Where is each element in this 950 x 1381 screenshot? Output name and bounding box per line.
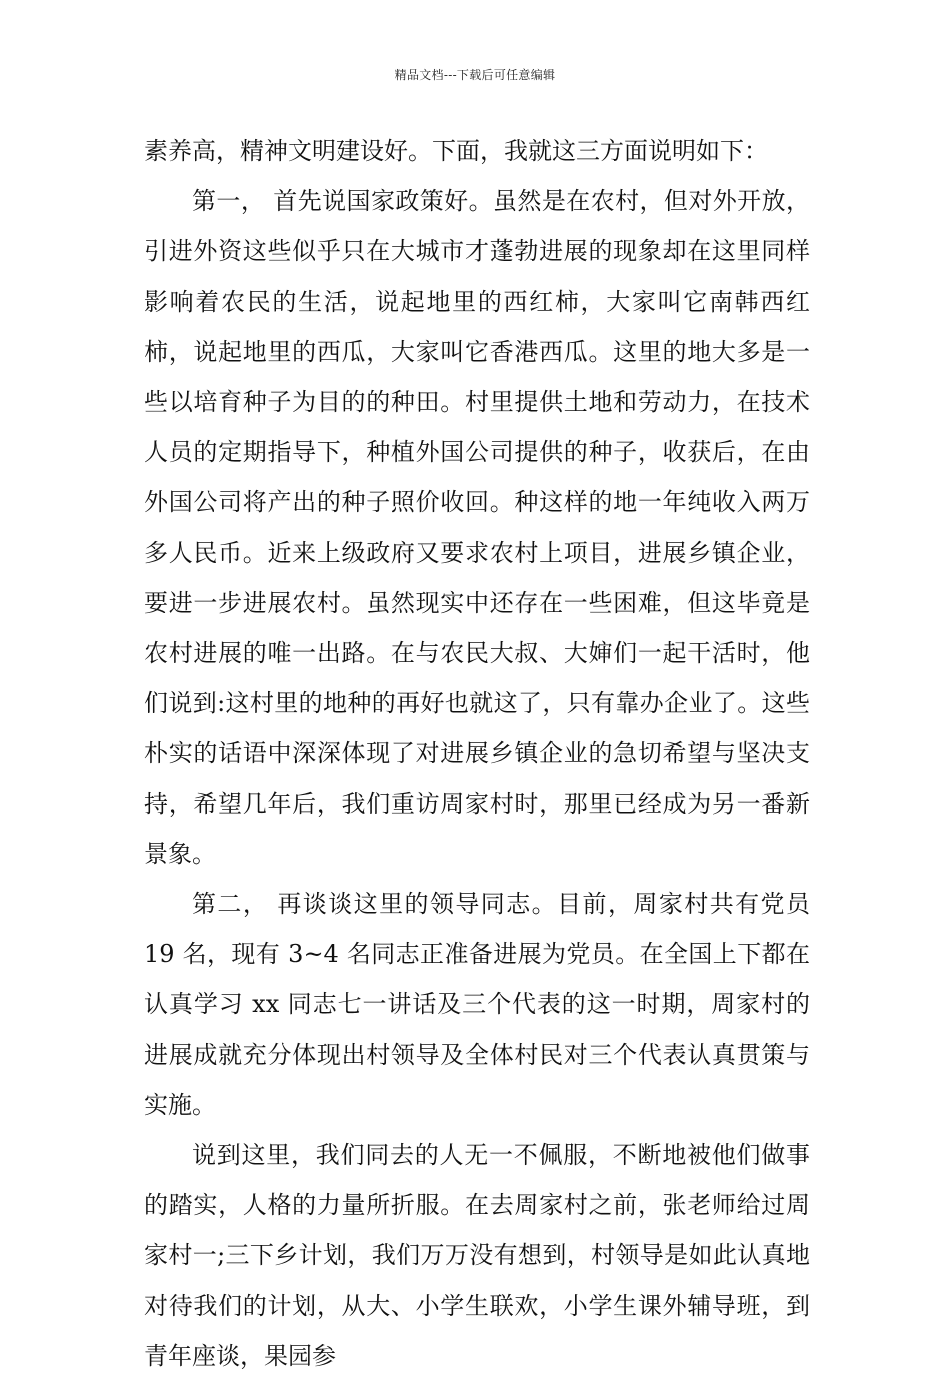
paragraph-continuation: 素养高，精神文明建设好。下面，我就这三方面说明如下：: [144, 137, 768, 165]
page-header: 精品文档---下载后可任意编辑: [394, 68, 556, 82]
paragraph-second-point: 第二， 再谈谈这里的领导同志。目前，周家村共有党员 19 名，现有 3~4 名同志正准备进展为党员。在全国上下都在认真学习 xx 同志七一讲话及三个代表的这一时期，周家村的进展成就充分体现出村领导及全体村民对三个代表认真贯策与实施。: [144, 890, 810, 1119]
document-body: [144, 126, 810, 1381]
paragraph-first-point: 第一， 首先说国家政策好。虽然是在农村，但对外开放，引进外资这些似乎只在大城市才蓬勃进展的现象却在这里同样影响着农民的生活，说起地里的西红柿，大家叫它南韩西红柿，说起地里的西瓜，大家叫它香港西瓜。这里的地大多是一些以培育种子为目的的种田。村里提供土地和劳动力，在技术人员的定期指导下，种植外国公司提供的种子，收获后，在由外国公司将产出的种子照价收回。种这样的地一年纯收入两万多人民币。近来上级政府又要求农村上项目，进展乡镇企业，要进一步进展农村。虽然现实中还存在一些困难，但这毕竟是农村进展的唯一出路。在与农民大叔、大婶们一起干活时，他们说到:这村里的地种的再好也就这了，只有靠办企业了。这些朴实的话语中深深体现了对进展乡镇企业的急切希望与坚决支持，希望几年后，我们重访周家村时，那里已经成为另一番新景象。: [144, 187, 810, 868]
paragraph-impressions: 说到这里，我们同去的人无一不佩服，不断地被他们做事的踏实，人格的力量所折服。在去周家村之前，张老师给过周家村一;三下乡计划，我们万万没有想到，村领导是如此认真地对待我们的计划，从大、小学生联欢，小学生课外辅导班，到青年座谈，果园参: [144, 1141, 810, 1370]
